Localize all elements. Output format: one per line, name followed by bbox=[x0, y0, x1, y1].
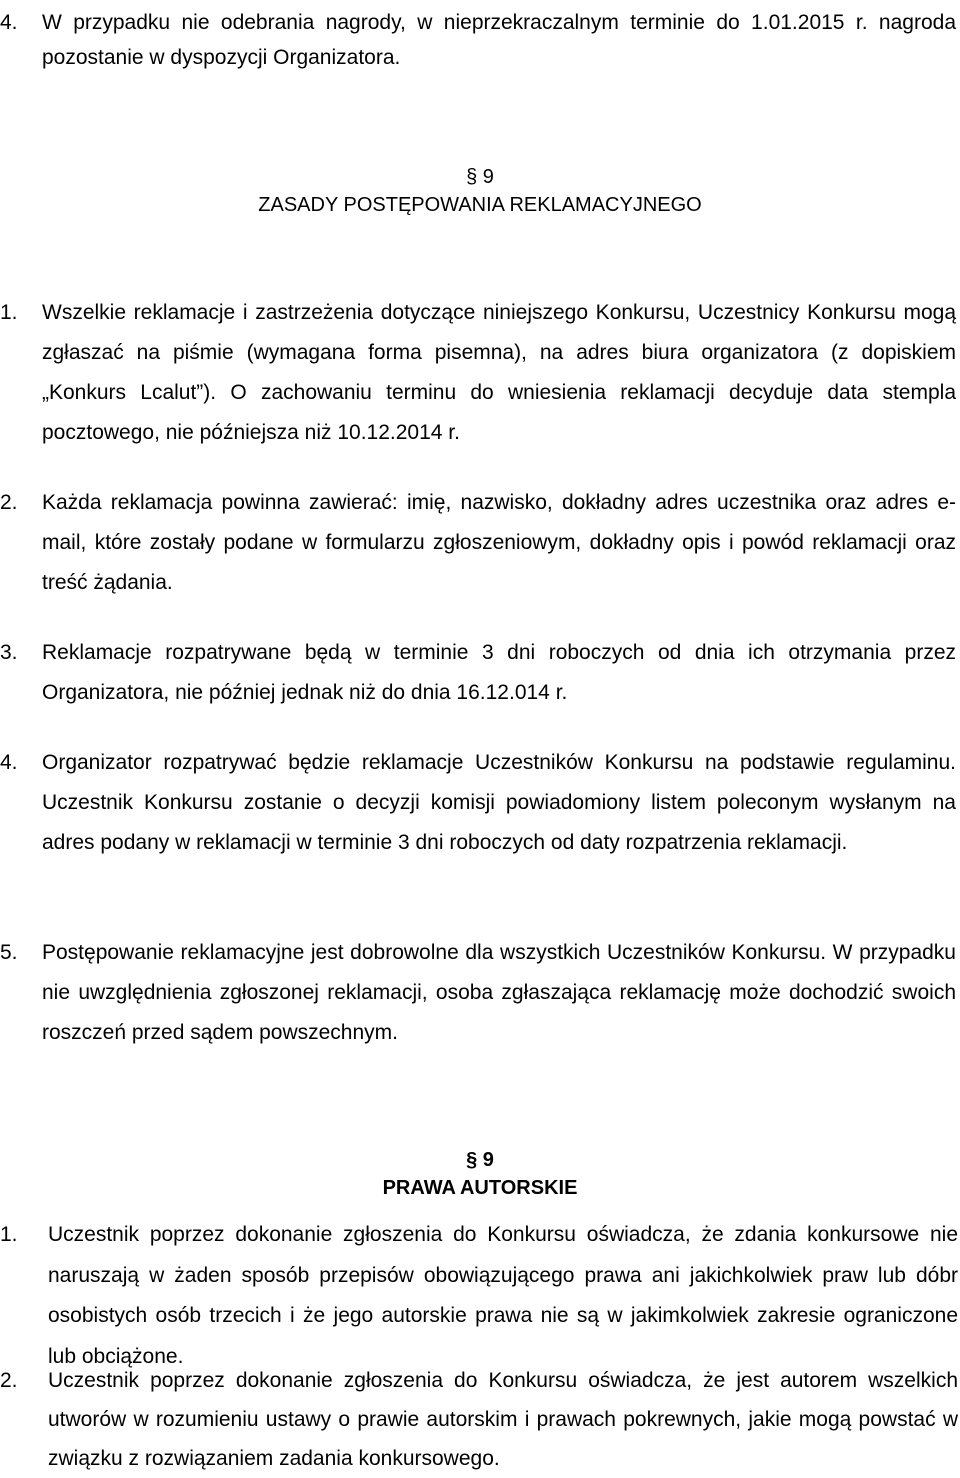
section-symbol: § 9 bbox=[466, 166, 494, 188]
item-number: 1. bbox=[0, 1223, 18, 1246]
item-number: 1. bbox=[0, 301, 18, 324]
item-number: 2. bbox=[0, 491, 18, 514]
item-text: Uczestnik poprzez dokonanie zgłoszenia do Konkursu oświadcza, że jest autorem wszelkich utworów w rozumieniu ustawy o prawie autorskim i prawach pokrewnych, jakie mogą powstać w związku z rozwiązaniem zadania konkursowego. bbox=[48, 1369, 958, 1470]
complaint-item-1 bbox=[0, 293, 960, 453]
complaint-item-5 bbox=[0, 933, 960, 1053]
complaint-item-2 bbox=[0, 483, 960, 603]
item-text: W przypadku nie odebrania nagrody, w nieprzekraczalnym terminie do 1.01.2015 r. nagroda pozostanie w dyspozycji Organizatora. bbox=[42, 11, 956, 69]
item-text: Wszelkie reklamacje i zastrzeżenia dotyczące niniejszego Konkursu, Uczestnicy Konkursu mogą zgłaszać na piśmie (wymagana forma pisemna), na adres biura organizatora (z dopiskiem „Konkurs Lcalut”). O zachowaniu terminu do wniesienia reklamacji decyduje data stempla pocztowego, nie późniejsza niż 10.12.2014 r. bbox=[42, 301, 956, 444]
item-text: Uczestnik poprzez dokonanie zgłoszenia do Konkursu oświadcza, że zdania konkursowe nie naruszają w żaden sposób przepisów obowiązującego prawa ani jakichkolwiek praw lub dóbr osobistych osób trzecich i że jego autorskie prawa nie są w jakimkolwiek zakresie ograniczone lub obciążone. bbox=[48, 1223, 958, 1368]
copyright-item-1 bbox=[0, 1215, 960, 1377]
item-text: Organizator rozpatrywać będzie reklamacje Uczestników Konkursu na podstawie regulaminu. Uczestnik Konkursu zostanie o decyzji komisji powiadomiony listem poleconym wysłanym na adres podany w reklamacji w terminie 3 dni roboczych od daty rozpatrzenia reklamacji. bbox=[42, 751, 956, 854]
item-text: Reklamacje rozpatrywane będą w terminie 3 dni roboczych od dnia ich otrzymania przez Organizatora, nie później jednak niż do dnia 16.12.014 r. bbox=[42, 641, 956, 704]
item-number: 2. bbox=[0, 1369, 18, 1392]
section-title: ZASADY POSTĘPOWANIA REKLAMACYJNEGO bbox=[258, 194, 702, 216]
item-number: 3. bbox=[0, 641, 18, 664]
section-heading-copyright bbox=[0, 1146, 960, 1202]
section-title: PRAWA AUTORSKIE bbox=[382, 1177, 578, 1199]
item-number: 5. bbox=[0, 941, 18, 964]
section-symbol: § 9 bbox=[466, 1149, 494, 1171]
section-heading-complaints bbox=[0, 163, 960, 219]
item-text: Postępowanie reklamacyjne jest dobrowolne dla wszystkich Uczestników Konkursu. W przypadku nie uwzględnienia zgłoszonej reklamacji, osoba zgłaszająca reklamację może dochodzić swoich roszczeń przed sądem powszechnym. bbox=[42, 941, 956, 1044]
item-number: 4. bbox=[0, 11, 18, 34]
item-number: 4. bbox=[0, 751, 18, 774]
prize-item-4 bbox=[0, 5, 960, 75]
complaint-item-3 bbox=[0, 633, 960, 713]
complaint-item-4 bbox=[0, 743, 960, 863]
item-text: Każda reklamacja powinna zawierać: imię, nazwisko, dokładny adres uczestnika oraz adres e-mail, które zostały podane w formularzu zgłoszeniowym, dokładny opis i powód reklamacji oraz treść żądania. bbox=[42, 491, 956, 594]
copyright-item-2 bbox=[0, 1361, 960, 1478]
